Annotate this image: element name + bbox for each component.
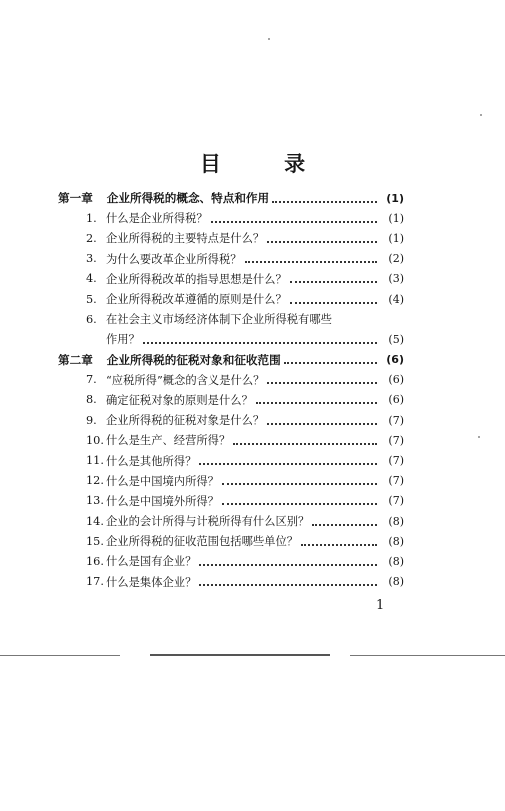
toc-page-ref: (5)	[388, 332, 404, 346]
entry-number: 12.	[86, 474, 104, 488]
entry-title: 什么是中国境外所得？	[106, 494, 219, 508]
toc-page-ref: (8)	[388, 575, 404, 589]
toc-chapter-row	[58, 350, 404, 370]
toc-entry-row	[58, 531, 404, 551]
toc-entry-row	[58, 450, 404, 470]
leader-dots	[290, 301, 377, 304]
entry-number: 14.	[86, 514, 104, 528]
leader-dots	[256, 401, 377, 404]
entry-title: 企业所得税的主要特点是什么？	[106, 232, 265, 246]
scan-edge-line	[350, 655, 505, 656]
toc-page-ref: (2)	[388, 252, 404, 266]
toc-page-ref: (6)	[388, 393, 404, 407]
entry-title: 确定征税对象的原则是什么？	[106, 393, 253, 407]
entry-number: 9.	[86, 413, 97, 427]
toc-page-ref: (3)	[388, 272, 404, 286]
leader-dots	[211, 220, 377, 223]
scan-speck	[478, 436, 480, 438]
chapter-label: 第二章	[58, 352, 93, 367]
leader-dots	[301, 543, 377, 546]
leader-dots	[143, 341, 377, 344]
toc-entry-row	[58, 471, 404, 491]
leader-dots	[267, 240, 377, 243]
leader-dots	[222, 502, 377, 505]
chapter-title: 企业所得税的征税对象和征收范围	[106, 352, 281, 367]
entry-number: 13.	[86, 494, 104, 508]
toc-chapter-row	[58, 188, 404, 208]
table-of-contents	[58, 188, 404, 592]
entry-title: 作用？	[106, 333, 140, 347]
scan-speck	[268, 38, 270, 40]
entry-number: 8.	[86, 393, 97, 407]
entry-number: 3.	[86, 252, 97, 266]
entry-title: 企业的会计所得与计税所得有什么区别？	[106, 515, 310, 529]
toc-page-ref: (8)	[388, 554, 404, 568]
toc-page-ref: (7)	[388, 494, 404, 508]
entry-number: 5.	[86, 292, 97, 306]
toc-entry-row	[58, 208, 404, 228]
toc-entry-row	[58, 228, 404, 248]
entry-title: 什么是国有企业？	[106, 555, 197, 569]
chapter-label: 第一章	[58, 191, 93, 206]
toc-entry-row	[58, 491, 404, 511]
page-number: 1	[376, 598, 385, 613]
leader-dots	[267, 422, 377, 425]
leader-dots	[199, 583, 377, 586]
toc-entry-row	[58, 269, 404, 289]
toc-page-ref: (1)	[388, 211, 404, 225]
toc-page-ref: (7)	[388, 454, 404, 468]
entry-number: 1.	[86, 211, 97, 225]
entry-number: 11.	[86, 454, 104, 468]
page-title: 目 录	[199, 152, 334, 176]
entry-title: 什么是生产、经营所得？	[106, 434, 231, 448]
entry-title: “应税所得”概念的含义是什么？	[106, 373, 265, 387]
toc-entry-row	[58, 430, 404, 450]
leader-dots	[312, 523, 377, 526]
toc-page-ref: (7)	[388, 433, 404, 447]
toc-page-ref: (6)	[388, 373, 404, 387]
leader-dots	[233, 442, 377, 445]
toc-entry-row	[58, 390, 404, 410]
entry-title: 在社会主义市场经济体制下企业所得税有哪些	[106, 313, 332, 327]
toc-entry-row	[58, 309, 404, 329]
toc-entry-row	[58, 551, 404, 571]
chapter-title: 企业所得税的概念、特点和作用	[106, 191, 270, 206]
entry-number: 7.	[86, 373, 97, 387]
entry-title: 什么是其他所得？	[106, 454, 197, 468]
toc-page-ref: (7)	[388, 474, 404, 488]
entry-title: 企业所得税改革的指导思想是什么？	[106, 272, 287, 286]
scan-edge-line	[150, 654, 330, 656]
entry-title: 企业所得税改革遵循的原则是什么？	[106, 293, 287, 307]
leader-dots	[284, 361, 377, 364]
toc-entry-row	[58, 370, 404, 390]
leader-dots	[267, 381, 377, 384]
toc-page-ref: (8)	[388, 514, 404, 528]
leader-dots	[199, 462, 377, 465]
entry-title: 什么是中国境内所得？	[106, 474, 219, 488]
entry-title: 企业所得税的征税对象是什么？	[106, 414, 265, 428]
toc-entry-row	[58, 572, 404, 592]
entry-number: 16.	[86, 554, 104, 568]
entry-number: 10.	[86, 433, 104, 447]
toc-entry-row	[58, 410, 404, 430]
toc-entry-row	[58, 289, 404, 309]
entry-number: 4.	[86, 272, 97, 286]
scan-edge-line	[0, 655, 120, 656]
entry-title: 企业所得税的征收范围包括哪些单位？	[106, 535, 299, 549]
toc-page-ref: (1)	[386, 191, 404, 205]
toc-page-ref: (1)	[388, 231, 404, 245]
leader-dots	[199, 563, 377, 566]
leader-dots	[290, 280, 377, 283]
entry-number: 15.	[86, 534, 104, 548]
toc-entry-row	[58, 249, 404, 269]
entry-title: 什么是集体企业？	[106, 575, 197, 589]
entry-title: 什么是企业所得税？	[106, 212, 208, 226]
toc-page-ref: (8)	[388, 534, 404, 548]
entry-number: 2.	[86, 231, 97, 245]
entry-number: 17.	[86, 575, 104, 589]
toc-page-ref: (6)	[386, 353, 404, 367]
toc-page-ref: (7)	[388, 413, 404, 427]
toc-entry-row	[58, 511, 404, 531]
leader-dots	[272, 200, 377, 203]
leader-dots	[245, 260, 377, 263]
leader-dots	[222, 482, 377, 485]
entry-title: 为什么要改革企业所得税？	[106, 252, 242, 266]
toc-entry-row	[58, 329, 404, 349]
toc-page-ref: (4)	[388, 292, 404, 306]
scan-speck	[480, 114, 482, 116]
entry-number: 6.	[86, 312, 97, 326]
